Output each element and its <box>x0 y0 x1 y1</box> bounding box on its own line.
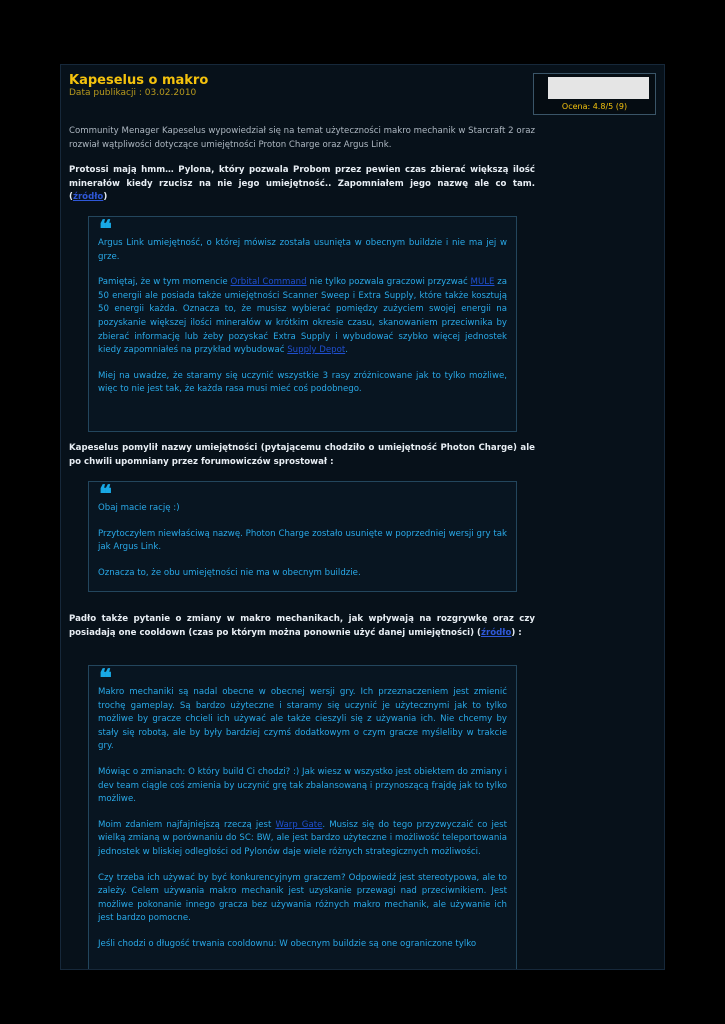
question-1 <box>69 164 535 205</box>
question-3 <box>69 613 535 640</box>
rating-widget[interactable] <box>533 73 656 115</box>
question-3-end: ) : <box>511 627 522 638</box>
intro-text: Community Menager Kapeselus wypowiedział się na temat użyteczności makro mechanik w Starcraft 2 oraz rozwiał wątpliwości dotyczące umiejętności Proton Charge oraz Argus Link. <box>69 126 535 150</box>
quote-body-1 <box>98 237 507 409</box>
mule-link[interactable]: MULE <box>470 277 495 288</box>
quote-paragraph: Miej na uwadze, że staramy się uczynić wszystkie 3 rasy zróżnicowane jak to tylko możliwe, więc to nie jest tak, że każda rasa musi mieć coś podobnego. <box>98 370 507 395</box>
quote-block-2 <box>88 481 517 592</box>
orbital-command-link[interactable]: Orbital Command <box>230 277 307 288</box>
quote-block-1 <box>88 216 517 432</box>
quote-paragraph <box>98 276 507 358</box>
question-2: Kapeselus pomylił nazwy umiejętności (pytającemu chodziło o umiejętność Photon Charge) ale po chwili upomniany przez forumowiczów sprostował : <box>69 443 535 467</box>
quote-paragraph: Makro mechaniki są nadal obecne w obecnej wersji gry. Ich przeznaczeniem jest zmienić trochę gameplay. Są bardzo użyteczne i staramy się uczynić je użytecznymi jak to tylko możliwe by gracze chcieli ich używać ale także cieszyli się z używania ich. Nie chcemy by stały się robotą, ale by były bardziej czymś dodatkowym o czym gracze myśleliby w trakcie gry. <box>98 687 507 752</box>
quote-icon: ❝ <box>99 663 109 692</box>
quote-paragraph: Obaj macie rację :) <box>98 503 180 513</box>
source-link-2[interactable]: źródło <box>480 627 512 638</box>
quote-text: . <box>345 345 348 356</box>
question-1-end: ) <box>103 192 108 203</box>
question-3-text: Padło także pytanie o zmiany w makro mechanikach, jak wpływają na rozgrywkę oraz czy posiadają one cooldown (czas po którym można ponownie użyć danej umiejętności) ( <box>69 614 535 638</box>
quote-paragraph: Przytoczyłem niewłaściwą nazwę. Photon Charge zostało usunięte w poprzedniej wersji gry tak jak Argus Link. <box>98 528 507 553</box>
question-1-text: Protossi mają hmm… Pylona, który pozwala Probom przez pewien czas zbierać większą ilość minerałów kiedy rzucisz na nie jego umiejętność.. Zapomniałem jego nazwę ale co tam. ( <box>69 165 535 203</box>
quote-text: Pamiętaj, że w tym momencie <box>98 277 231 288</box>
quote-paragraph: Mówiąc o zmianach: O który build Ci chodzi? :) Jak wiesz w wszystko jest obiektem do zmiany i dev team ciągle coś zmienia by uczynić grę tak zbalansowaną i przynoszącą frajdę jak to tylko możliwe. <box>98 766 507 805</box>
quote-body-3 <box>98 686 507 964</box>
warp-gate-link[interactable]: Warp Gate <box>275 819 323 830</box>
article-title: Kapeselus o makro <box>69 73 209 88</box>
quote-body-2 <box>98 502 507 592</box>
quote-text: nie tylko pozwala graczowi przyzwać <box>306 277 471 288</box>
article-panel <box>60 64 665 970</box>
quote-icon: ❝ <box>99 479 109 508</box>
supply-depot-link[interactable]: Supply Depot <box>287 345 346 356</box>
quote-text: za 50 energii ale posiada także umiejętności Scanner Sweep i Extra Supply, które także kosztują 50 energii każda. Oznacza to, że musisz wybierać pomiędzy zużyciem swojej energii na pozyskanie większej ilości minerałów w krótkim okresie czasu, skanowaniem przeciwnika by zbierać informację lub żeby pozyskać Extra Supply i wybudować szybko więcej jednostek kiedy zapomniałeś na przykład wybudować <box>98 277 508 356</box>
rating-bar[interactable] <box>548 77 649 99</box>
rating-text: Ocena: 4.8/5 (9) <box>561 102 628 111</box>
publish-date: Data publikacji : 03.02.2010 <box>69 88 197 98</box>
quote-paragraph: Oznacza to, że obu umiejętności nie ma w obecnym buildzie. <box>98 567 361 578</box>
source-link-1[interactable]: źródło <box>72 192 104 203</box>
quote-text: Moim zdaniem najfajniejszą rzeczą jest <box>98 819 276 830</box>
quote-block-3 <box>88 665 517 970</box>
quote-paragraph: Czy trzeba ich używać by być konkurencyjnym graczem? Odpowiedź jest stereotypowa, ale to zależy. Celem używania makro mechanik jest uzyskanie przewagi nad przeciwnikiem. Jest możliwe pokonanie innego gracza bez używania różnych makro mechanik, ale używanie ich jest bardzo pomocne. <box>98 872 507 924</box>
quote-paragraph <box>98 819 507 860</box>
quote-icon: ❝ <box>99 214 109 243</box>
quote-text: . Musisz się do tego przyzwyczaić co jest wielką zmianą w porównaniu do SC: BW, ale jest bardzo użyteczne i możliwość teleportowania jednostek w bliskiej odległości od Pylonów daje wiele różnych strategicznych możliwości. <box>98 819 507 857</box>
quote-paragraph: Argus Link umiejętność, o której mówisz została usunięta w obecnym buildzie i nie ma jej w grze. <box>98 238 507 262</box>
quote-paragraph: Jeśli chodzi o długość trwania cooldownu: W obecnym buildzie są one ograniczone tylko <box>98 938 477 949</box>
